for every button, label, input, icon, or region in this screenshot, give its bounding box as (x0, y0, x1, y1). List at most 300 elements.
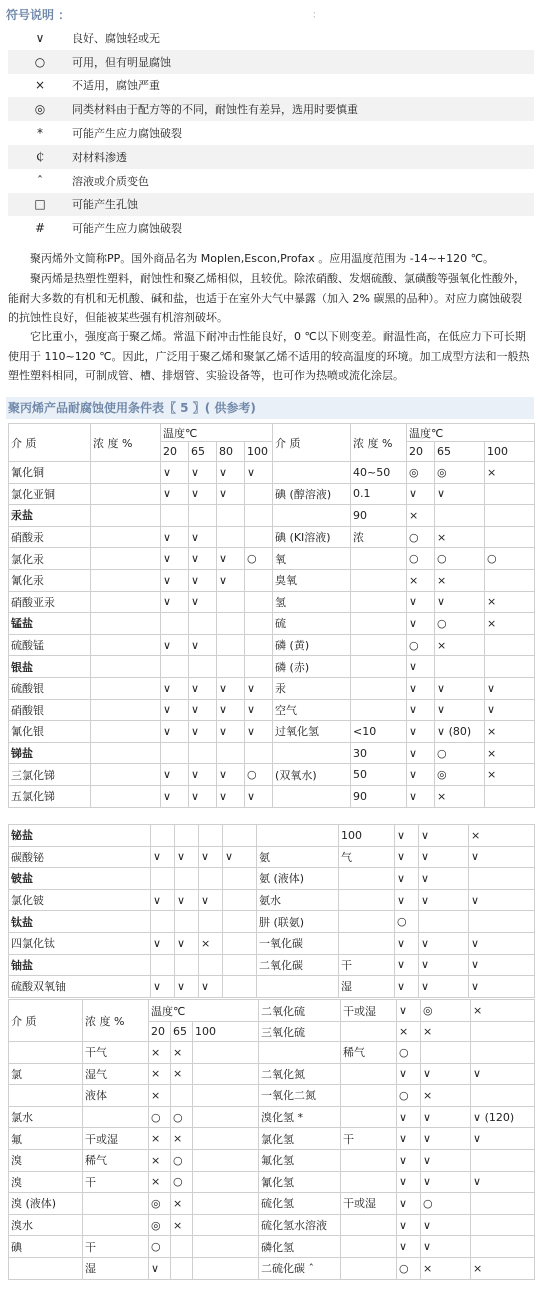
concentration-cell (91, 677, 161, 699)
rating-cell: ∨ (217, 569, 245, 591)
concentration-cell (341, 1085, 397, 1107)
legend-symbol: # (34, 221, 46, 236)
medium-cell: 氰化银 (9, 721, 91, 743)
rating-cell (223, 932, 257, 954)
legend-text: 同类材料由于配方等的不同，耐蚀性有差异，选用时要慎重 (72, 103, 358, 117)
header-concentration: 浓 度 % (83, 1000, 149, 1042)
rating-cell (171, 1257, 193, 1279)
medium-cell: 硫酸银 (9, 677, 91, 699)
medium-cell: 溴化氢 * (259, 1106, 341, 1128)
medium-cell: 空气 (273, 699, 351, 721)
rating-cell: ∨ (471, 1128, 535, 1150)
rating-cell: ∨ (175, 976, 199, 998)
rating-cell: ∨ (161, 548, 189, 570)
concentration-cell (91, 462, 161, 484)
medium-cell (9, 1085, 83, 1107)
rating-cell: ∨ (175, 846, 199, 868)
medium-cell: 二氧化氮 (259, 1063, 341, 1085)
concentration-cell: <10 (351, 721, 407, 743)
rating-cell: ∨ (151, 846, 175, 868)
rating-cell (485, 785, 535, 807)
medium-cell (257, 825, 339, 847)
concentration-cell (341, 1171, 397, 1193)
rating-cell (471, 1042, 535, 1064)
legend-row (8, 26, 534, 50)
rating-cell: ∨ (217, 462, 245, 484)
concentration-cell (91, 548, 161, 570)
legend-row (8, 169, 534, 193)
corrosion-table-2 (8, 824, 535, 998)
concentration-cell (351, 699, 407, 721)
rating-cell: ○ (421, 1193, 471, 1215)
concentration-cell (91, 699, 161, 721)
concentration-cell (91, 613, 161, 635)
medium-cell (273, 462, 351, 484)
concentration-cell (351, 656, 407, 678)
table-row (9, 868, 535, 890)
rating-cell: ∨ (189, 462, 217, 484)
rating-cell: ∨ (189, 591, 217, 613)
rating-cell: × (407, 505, 435, 527)
rating-cell (151, 868, 175, 890)
rating-cell: ∨ (245, 462, 273, 484)
rating-cell (485, 656, 535, 678)
rating-cell: ∨ (151, 889, 175, 911)
rating-cell: ∨ (421, 1106, 471, 1128)
rating-cell: ◎ (149, 1193, 171, 1215)
rating-cell: × (485, 764, 535, 786)
temp-col: 100 (485, 442, 535, 462)
medium-cell: 氧 (273, 548, 351, 570)
legend-symbol: ˆ (37, 173, 43, 188)
rating-cell: ∨ (245, 785, 273, 807)
rating-cell: ∨ (161, 721, 189, 743)
rating-cell (189, 613, 217, 635)
rating-cell: ○ (435, 613, 485, 635)
concentration-cell (341, 1106, 397, 1128)
rating-cell: ∨ (120) (471, 1106, 535, 1128)
medium-cell: 溴 (液体) (9, 1193, 83, 1215)
rating-cell (199, 868, 223, 890)
rating-cell (151, 825, 175, 847)
medium-cell: 氨 (257, 846, 339, 868)
rating-cell: × (421, 1085, 471, 1107)
medium-cell (9, 1042, 83, 1064)
rating-cell: × (435, 526, 485, 548)
table-row (9, 548, 535, 570)
legend-text: 可能产生孔蚀 (72, 198, 138, 212)
table-row (9, 656, 535, 678)
rating-cell: ∨ (397, 1106, 421, 1128)
rating-cell: × (199, 932, 223, 954)
table-row (9, 1042, 535, 1064)
concentration-cell: 90 (351, 785, 407, 807)
corrosion-paragraph: 聚丙烯是热塑性塑料，耐蚀性和聚乙烯相似，且较优。除浓硝酸、发烟硫酸、氯磺酸等强氧化性酸外，能耐大多数的有机和无机酸、碱和盐，也适于在室外大气中暴露（加入 2% 碳黑的品种）。对应力腐蚀破裂的抗蚀性良好，但能被某些强有机溶剂破坏。 (8, 272, 525, 324)
medium-cell: 氯化氢 (259, 1128, 341, 1150)
rating-cell: ∨ (161, 677, 189, 699)
rating-cell (193, 1042, 259, 1064)
rating-cell: ∨ (161, 569, 189, 591)
rating-cell: × (421, 1022, 471, 1042)
medium-cell: 臭氧 (273, 569, 351, 591)
medium-cell (9, 1257, 83, 1279)
medium-cell: 溴水 (9, 1214, 83, 1236)
concentration-cell (351, 548, 407, 570)
rating-cell: ∨ (395, 868, 419, 890)
table-row (9, 764, 535, 786)
concentration-cell (351, 613, 407, 635)
rating-cell (421, 1042, 471, 1064)
rating-cell: ∨ (189, 677, 217, 699)
properties-paragraph: 它比重小，强度高于聚乙烯。常温下耐冲击性能良好，0 ℃以下则变差。耐温性高，在低应力下可长期使用于 110~120 ℃。因此，广泛用于聚乙烯和聚氯乙烯不适用的较高温度的环境。加工成型方法和一般热塑性塑料相同，可制成管、槽、排烟管、实验设备等，也可作为热喷或流化涂层。 (8, 330, 530, 382)
table-row (9, 1128, 535, 1150)
rating-cell (175, 868, 199, 890)
rating-cell: ∨ (397, 1000, 421, 1022)
rating-cell: ∨ (421, 1171, 471, 1193)
rating-cell (223, 911, 257, 933)
rating-cell: ∨ (407, 613, 435, 635)
rating-cell (223, 889, 257, 911)
concentration-cell: 干 (341, 1128, 397, 1150)
concentration-cell (339, 932, 395, 954)
legend-symbol: ￠ (33, 150, 46, 165)
section-title: 聚丙烯产品耐腐蚀使用条件表〖 5 〗( 供参考) (6, 397, 534, 419)
table-row (9, 976, 535, 998)
concentration-cell: 稀气 (83, 1149, 149, 1171)
medium-cell: 三氯化锑 (9, 764, 91, 786)
medium-cell: 硝酸银 (9, 699, 91, 721)
rating-cell (193, 1193, 259, 1215)
medium-cell: 氟化氢 (259, 1149, 341, 1171)
temp-col: 20 (161, 442, 189, 462)
rating-cell: ○ (171, 1149, 193, 1171)
table-row (9, 1149, 535, 1171)
rating-cell: ∨ (395, 889, 419, 911)
rating-cell (245, 591, 273, 613)
concentration-cell: 50 (351, 764, 407, 786)
concentration-cell (83, 1193, 149, 1215)
rating-cell: × (171, 1214, 193, 1236)
medium-cell (259, 1042, 341, 1064)
legend-row (8, 121, 534, 145)
concentration-cell (83, 1214, 149, 1236)
rating-cell: ∨ (189, 764, 217, 786)
concentration-cell: 30 (351, 742, 407, 764)
rating-cell: × (171, 1128, 193, 1150)
medium-cell: 氯 (9, 1063, 83, 1085)
concentration-cell (351, 634, 407, 656)
rating-cell: ◎ (435, 764, 485, 786)
concentration-cell: 湿气 (83, 1063, 149, 1085)
rating-cell: ∨ (161, 483, 189, 505)
rating-cell: ∨ (199, 976, 223, 998)
table-row (9, 1214, 535, 1236)
rating-cell (485, 569, 535, 591)
rating-cell (199, 954, 223, 976)
legend-row (8, 216, 534, 240)
medium-cell: 二硫化碳 ˆ (259, 1257, 341, 1279)
legend-symbol: * (37, 126, 43, 141)
table-row (9, 954, 535, 976)
medium-cell: 四氯化钛 (9, 932, 151, 954)
rating-cell: ○ (407, 526, 435, 548)
rating-cell: × (471, 1257, 535, 1279)
rating-cell: ∨ (407, 699, 435, 721)
concentration-cell: 干 (83, 1171, 149, 1193)
concentration-cell: 干或湿 (341, 1193, 397, 1215)
table-row (9, 721, 535, 743)
medium-cell: 氯化亚铜 (9, 483, 91, 505)
concentration-cell: 湿 (83, 1257, 149, 1279)
rating-cell: ◎ (407, 462, 435, 484)
rating-cell (471, 1022, 535, 1042)
rating-cell: ∨ (407, 721, 435, 743)
medium-cell: 肼 (联氨) (257, 911, 339, 933)
medium-cell: 二氧化碳 (257, 954, 339, 976)
concentration-cell (91, 785, 161, 807)
table-row (9, 634, 535, 656)
rating-cell: ∨ (149, 1257, 171, 1279)
rating-cell: ○ (245, 548, 273, 570)
legend-text: 可能产生应力腐蚀破裂 (72, 127, 182, 141)
symbol-legend (8, 26, 534, 240)
rating-cell: ∨ (217, 721, 245, 743)
rating-cell: ∨ (407, 483, 435, 505)
rating-cell: × (435, 785, 485, 807)
rating-cell: ∨ (223, 846, 257, 868)
rating-cell (199, 825, 223, 847)
rating-cell: ∨ (189, 526, 217, 548)
medium-cell: 汞盐 (9, 505, 91, 527)
medium-cell: 铋盐 (9, 825, 151, 847)
temp-col: 100 (193, 1022, 259, 1042)
legend-row (8, 145, 534, 169)
header-medium: 介 质 (9, 1000, 83, 1042)
rating-cell (245, 483, 273, 505)
rating-cell: ∨ (419, 868, 469, 890)
rating-cell: × (149, 1063, 171, 1085)
header-medium: 介 质 (9, 424, 91, 462)
rating-cell (485, 526, 535, 548)
medium-cell: 硝酸亚汞 (9, 591, 91, 613)
rating-cell (471, 1085, 535, 1107)
rating-cell (193, 1085, 259, 1107)
medium-cell: 氟 (9, 1128, 83, 1150)
rating-cell: ○ (149, 1236, 171, 1258)
legend-symbol: ∨ (35, 30, 45, 45)
rating-cell (485, 483, 535, 505)
medium-cell: 溴 (9, 1149, 83, 1171)
legend-row (8, 74, 534, 98)
rating-cell: ∨ (189, 699, 217, 721)
rating-cell: ∨ (421, 1063, 471, 1085)
rating-cell (245, 742, 273, 764)
legend-text: 可用，但有明显腐蚀 (72, 55, 171, 69)
concentration-cell (351, 677, 407, 699)
concentration-cell (339, 889, 395, 911)
rating-cell: ∨ (189, 483, 217, 505)
rating-cell: ∨ (421, 1149, 471, 1171)
rating-cell (471, 1193, 535, 1215)
rating-cell (193, 1214, 259, 1236)
rating-cell: × (149, 1085, 171, 1107)
rating-cell: ◎ (435, 462, 485, 484)
concentration-cell (91, 764, 161, 786)
legend-symbol: □ (34, 197, 46, 212)
table-row (9, 591, 535, 613)
temp-col: 80 (217, 442, 245, 462)
rating-cell: ○ (407, 634, 435, 656)
concentration-cell (91, 591, 161, 613)
rating-cell: ∨ (419, 889, 469, 911)
rating-cell: ○ (435, 548, 485, 570)
medium-cell: 铀盐 (9, 954, 151, 976)
legend-text: 不适用，腐蚀严重 (72, 79, 160, 93)
rating-cell (175, 954, 199, 976)
legend-symbol: × (34, 78, 46, 93)
rating-cell: ∨ (469, 889, 535, 911)
medium-cell: 氯化汞 (9, 548, 91, 570)
rating-cell: ∨ (245, 721, 273, 743)
rating-cell (435, 505, 485, 527)
rating-cell (193, 1128, 259, 1150)
rating-cell (217, 613, 245, 635)
rating-cell: ∨ (435, 591, 485, 613)
temp-col: 100 (245, 442, 273, 462)
medium-cell: 氰化铜 (9, 462, 91, 484)
rating-cell (193, 1149, 259, 1171)
medium-cell: 铍盐 (9, 868, 151, 890)
rating-cell (245, 569, 273, 591)
table-row (9, 846, 535, 868)
rating-cell: × (149, 1149, 171, 1171)
rating-cell: × (421, 1257, 471, 1279)
concentration-cell (351, 591, 407, 613)
table-row (9, 1193, 535, 1215)
medium-cell: 磷化氢 (259, 1236, 341, 1258)
rating-cell (245, 634, 273, 656)
rating-cell: ∨ (421, 1214, 471, 1236)
table-row (9, 1171, 535, 1193)
rating-cell: ∨ (469, 846, 535, 868)
rating-cell (175, 911, 199, 933)
rating-cell: ∨ (435, 483, 485, 505)
medium-cell: 氯水 (9, 1106, 83, 1128)
concentration-cell (341, 1257, 397, 1279)
temp-col: 20 (407, 442, 435, 462)
legend-text: 良好、腐蚀轻或无 (72, 31, 160, 45)
rating-cell: ∨ (395, 825, 419, 847)
rating-cell: ○ (397, 1042, 421, 1064)
rating-cell: ∨ (407, 591, 435, 613)
rating-cell (161, 656, 189, 678)
rating-cell: ∨ (407, 742, 435, 764)
concentration-cell (339, 911, 395, 933)
medium-cell: 硫 (273, 613, 351, 635)
rating-cell: ∨ (189, 569, 217, 591)
concentration-cell: 0.1 (351, 483, 407, 505)
medium-cell: 氰化氢 (259, 1171, 341, 1193)
intro-paragraph: 聚丙烯外文简称PP。国外商品名为 Moplen,Escon,Profax 。应用温度范围为 -14~+120 ℃。 (30, 252, 494, 265)
rating-cell: × (149, 1171, 171, 1193)
medium-cell: 氨水 (257, 889, 339, 911)
legend-symbol: ○ (34, 54, 46, 69)
legend-text: 对材料渗透 (72, 150, 127, 164)
rating-cell (435, 656, 485, 678)
rating-cell (193, 1236, 259, 1258)
table-row (9, 785, 535, 807)
rating-cell (193, 1106, 259, 1128)
medium-cell: 一氧化碳 (257, 932, 339, 954)
temp-col: 65 (171, 1022, 193, 1042)
rating-cell: ∨ (245, 699, 273, 721)
medium-cell: 氯化铍 (9, 889, 151, 911)
rating-cell: × (485, 591, 535, 613)
rating-cell: ∨ (469, 932, 535, 954)
concentration-cell (91, 742, 161, 764)
medium-cell (257, 976, 339, 998)
rating-cell: ∨ (407, 677, 435, 699)
rating-cell: ∨ (397, 1128, 421, 1150)
header-temperature: 温度℃ (161, 424, 273, 442)
rating-cell: ∨ (199, 889, 223, 911)
table-row (9, 483, 535, 505)
concentration-cell: 90 (351, 505, 407, 527)
rating-cell: ∨ (175, 889, 199, 911)
temp-col: 20 (149, 1022, 171, 1042)
concentration-cell: 100 (339, 825, 395, 847)
rating-cell (223, 976, 257, 998)
rating-cell (189, 656, 217, 678)
rating-cell: ∨ (485, 677, 535, 699)
header-temperature: 温度℃ (407, 424, 535, 442)
rating-cell (245, 613, 273, 635)
rating-cell: × (471, 1000, 535, 1022)
rating-cell: ∨ (217, 548, 245, 570)
temp-col: 65 (189, 442, 217, 462)
rating-cell: ○ (171, 1106, 193, 1128)
rating-cell (471, 1214, 535, 1236)
rating-cell: ∨ (189, 785, 217, 807)
rating-cell (217, 526, 245, 548)
rating-cell (189, 505, 217, 527)
rating-cell (485, 505, 535, 527)
concentration-cell: 干或湿 (341, 1000, 397, 1022)
legend-row (8, 50, 534, 74)
medium-cell: 银盐 (9, 656, 91, 678)
rating-cell: ∨ (407, 656, 435, 678)
table-row (9, 569, 535, 591)
rating-cell (485, 634, 535, 656)
concentration-cell (91, 634, 161, 656)
legend-row (8, 97, 534, 121)
rating-cell (419, 911, 469, 933)
legend-heading: 符号说明 ： (6, 8, 71, 22)
rating-cell (193, 1063, 259, 1085)
rating-cell (217, 591, 245, 613)
concentration-cell: 干或湿 (83, 1128, 149, 1150)
concentration-cell: 稀气 (341, 1042, 397, 1064)
rating-cell: ○ (407, 548, 435, 570)
rating-cell (245, 526, 273, 548)
rating-cell (223, 825, 257, 847)
rating-cell (171, 1236, 193, 1258)
rating-cell: × (149, 1128, 171, 1150)
medium-cell: 氢 (273, 591, 351, 613)
rating-cell (161, 742, 189, 764)
rating-cell: × (397, 1022, 421, 1042)
table-row (9, 505, 535, 527)
